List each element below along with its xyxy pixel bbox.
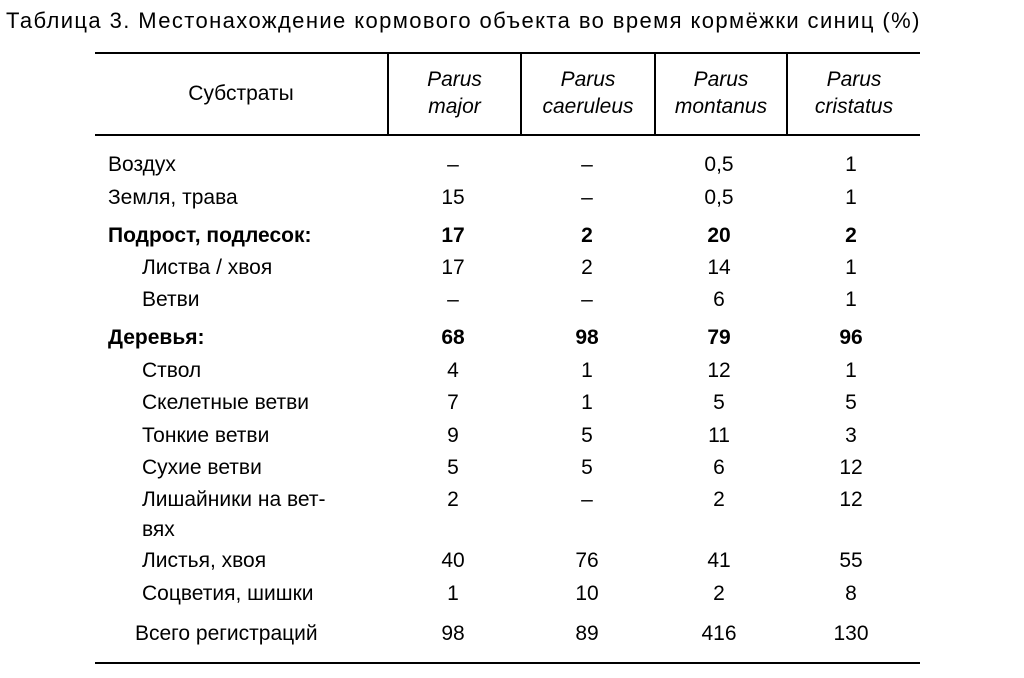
- header-epithet: caeruleus: [542, 95, 634, 118]
- cell-parus-caeruleus: 2: [581, 224, 593, 247]
- cell-parus-montanus: 11: [708, 424, 730, 447]
- cell-parus-caeruleus: 5: [581, 424, 593, 447]
- row-label: Ветви: [142, 288, 200, 311]
- cell-parus-cristatus: 2: [845, 224, 857, 247]
- header-genus: Parus: [826, 68, 882, 91]
- row-label: Лишайники на вет-: [142, 488, 326, 511]
- row-label: Соцветия, шишки: [142, 582, 314, 605]
- cell-parus-cristatus: 3: [845, 424, 857, 447]
- cell-parus-cristatus: 1: [845, 288, 857, 311]
- cell-parus-caeruleus: 98: [575, 326, 599, 349]
- cell-parus-major: 17: [441, 256, 465, 279]
- cell-parus-montanus: 2: [713, 488, 725, 511]
- row-label: Воздух: [108, 153, 176, 176]
- cell-parus-montanus: 0,5: [704, 186, 734, 209]
- row-label: Земля, трава: [108, 186, 238, 209]
- cell-parus-montanus: 12: [707, 359, 731, 382]
- table-bottom-rule: [95, 662, 920, 664]
- row-label: Тонкие ветви: [142, 424, 270, 447]
- cell-parus-major: 40: [441, 549, 465, 572]
- header-parus-caeruleus: [522, 52, 654, 134]
- row-label: Листва / хвоя: [142, 256, 273, 279]
- header-parus-major: [389, 52, 520, 134]
- cell-parus-montanus: 2: [713, 582, 725, 605]
- cell-parus-cristatus: 55: [839, 549, 863, 572]
- cell-parus-major: 1: [447, 582, 459, 605]
- cell-parus-major: –: [447, 153, 459, 176]
- cell-parus-major: 17: [441, 224, 465, 247]
- cell-parus-major: –: [447, 288, 459, 311]
- cell-parus-caeruleus: 10: [575, 582, 599, 605]
- cell-parus-montanus: 0,5: [704, 153, 734, 176]
- row-label: Ствол: [142, 359, 202, 382]
- cell-parus-cristatus: 5: [845, 391, 857, 414]
- cell-parus-cristatus: 1: [845, 186, 857, 209]
- row-label-continuation: вях: [142, 518, 175, 541]
- row-label: Скелетные ветви: [142, 391, 310, 414]
- cell-parus-caeruleus: 89: [575, 622, 599, 645]
- cell-parus-cristatus: 1: [845, 256, 857, 279]
- cell-parus-montanus: 41: [707, 549, 731, 572]
- cell-parus-cristatus: 96: [839, 326, 863, 349]
- cell-parus-caeruleus: –: [581, 186, 593, 209]
- cell-parus-montanus: 6: [713, 456, 725, 479]
- cell-parus-cristatus: 130: [833, 622, 869, 645]
- cell-parus-montanus: 14: [707, 256, 731, 279]
- cell-parus-major: 5: [447, 456, 459, 479]
- cell-parus-caeruleus: –: [581, 488, 593, 511]
- cell-parus-caeruleus: 76: [575, 549, 599, 572]
- header-epithet: montanus: [674, 95, 768, 118]
- cell-parus-cristatus: 1: [845, 359, 857, 382]
- row-label: Сухие ветви: [142, 456, 262, 479]
- cell-parus-caeruleus: –: [581, 288, 593, 311]
- cell-parus-major: 9: [447, 424, 459, 447]
- cell-parus-caeruleus: 2: [581, 256, 593, 279]
- row-label: Всего регистраций: [135, 622, 318, 645]
- cell-parus-caeruleus: 5: [581, 456, 593, 479]
- header-substrates: Субстраты: [188, 81, 294, 105]
- cell-parus-montanus: 20: [707, 224, 731, 247]
- header-genus: Parus: [693, 68, 749, 91]
- cell-parus-cristatus: 12: [839, 456, 863, 479]
- cell-parus-montanus: 5: [713, 391, 725, 414]
- cell-parus-cristatus: 1: [845, 153, 857, 176]
- header-genus: Parus: [427, 68, 482, 91]
- cell-parus-caeruleus: –: [581, 153, 593, 176]
- cell-parus-major: 98: [441, 622, 465, 645]
- cell-parus-cristatus: 8: [845, 582, 857, 605]
- cell-parus-montanus: 416: [701, 622, 737, 645]
- header-genus: Parus: [560, 68, 616, 91]
- row-label: Подрост, подлесок:: [108, 224, 312, 247]
- cell-parus-major: 15: [441, 186, 465, 209]
- cell-parus-major: 2: [447, 488, 459, 511]
- cell-parus-major: 4: [447, 359, 459, 382]
- cell-parus-major: 7: [447, 391, 459, 414]
- cell-parus-cristatus: 12: [839, 488, 863, 511]
- header-parus-cristatus: [788, 52, 920, 134]
- cell-parus-caeruleus: 1: [581, 359, 593, 382]
- cell-parus-caeruleus: 1: [581, 391, 593, 414]
- header-parus-montanus: [656, 52, 786, 134]
- cell-parus-major: 68: [441, 326, 465, 349]
- header-epithet: cristatus: [814, 95, 894, 118]
- header-epithet: major: [428, 95, 481, 118]
- row-label: Листья, хвоя: [142, 549, 267, 572]
- cell-parus-montanus: 79: [707, 326, 731, 349]
- table-caption: Таблица 3. Местонахождение кормового объекта во время кормёжки синиц (%): [6, 8, 921, 33]
- cell-parus-montanus: 6: [713, 288, 725, 311]
- header-bottom-rule: [95, 134, 920, 136]
- row-label: Деревья:: [108, 326, 205, 349]
